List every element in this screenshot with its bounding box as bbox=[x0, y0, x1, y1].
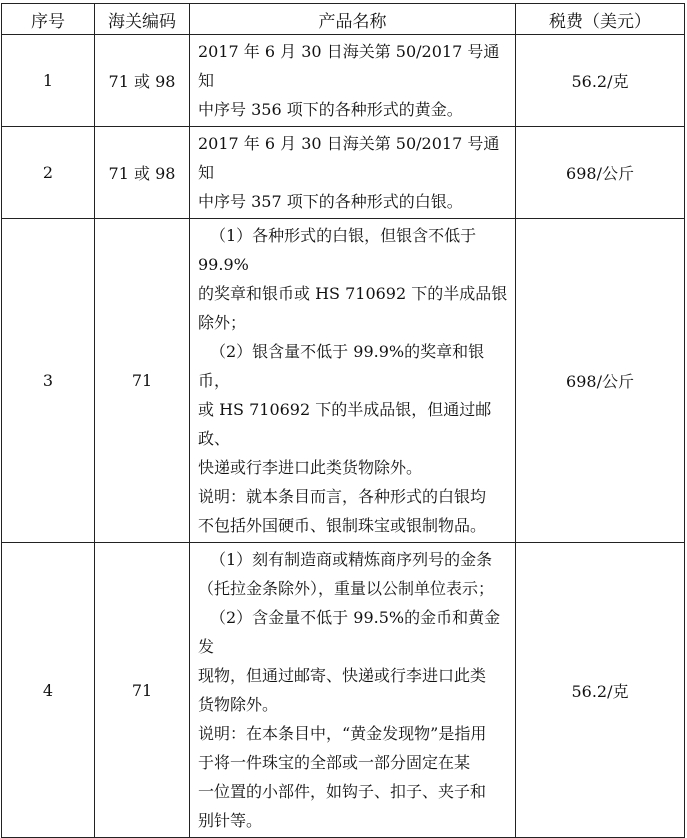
table-row bbox=[2, 219, 685, 543]
cell-customs-code: 71 或 98 bbox=[95, 35, 190, 127]
product-name-line: 或 HS 710692 下的半成品银，但通过邮政、 bbox=[198, 400, 492, 448]
cell-serial-number: 4 bbox=[2, 543, 95, 838]
cell-serial-number: 2 bbox=[2, 127, 95, 219]
table-row bbox=[2, 543, 685, 838]
cell-tax: 698/公斤 bbox=[516, 127, 685, 219]
product-name-line: （托拉金条除外），重量以公制单位表示； bbox=[198, 579, 495, 598]
product-name-line: 2017 年 6 月 30 日海关第 50/2017 号通知 bbox=[198, 134, 500, 182]
table-row bbox=[2, 35, 685, 127]
cell-customs-code: 71 或 98 bbox=[95, 127, 190, 219]
product-name-line: 2017 年 6 月 30 日海关第 50/2017 号通知 bbox=[198, 42, 500, 90]
cell-product-name bbox=[190, 219, 516, 543]
header-serial-number: 序号 bbox=[2, 4, 95, 35]
product-name-line: 说明：在本条目中，“黄金发现物”是指用 bbox=[198, 724, 487, 743]
product-name-line: 快递或行李进口此类货物除外。 bbox=[198, 458, 423, 477]
product-name-line: 于将一件珠宝的全部或一部分固定在某 bbox=[198, 753, 471, 772]
header-customs-code: 海关编码 bbox=[95, 4, 190, 35]
cell-tax: 56.2/克 bbox=[516, 35, 685, 127]
product-name-line: （1）各种形式的白银，但银含不低于 99.9% bbox=[198, 226, 477, 274]
product-name-line: 中序号 357 项下的各种形式的白银。 bbox=[198, 192, 463, 211]
tariff-table bbox=[1, 3, 685, 838]
product-name-line: 货物除外。 bbox=[198, 695, 279, 714]
cell-product-name bbox=[190, 543, 516, 838]
product-name-line: 除外； bbox=[198, 313, 247, 332]
product-name-line: 别针等。 bbox=[198, 811, 263, 830]
cell-product-name bbox=[190, 35, 516, 127]
product-name-line: 现物，但通过邮寄、快递或行李进口此类 bbox=[198, 666, 487, 685]
product-name-line: 不包括外国硬币、银制珠宝或银制物品。 bbox=[198, 516, 487, 535]
table-row bbox=[2, 127, 685, 219]
cell-product-name bbox=[190, 127, 516, 219]
cell-tax: 56.2/克 bbox=[516, 543, 685, 838]
cell-serial-number: 1 bbox=[2, 35, 95, 127]
table-header-row bbox=[2, 4, 685, 35]
product-name-line: 一位置的小部件，如钩子、扣子、夹子和 bbox=[198, 782, 487, 801]
product-name-line: （2）含金量不低于 99.5%的金币和黄金发 bbox=[198, 608, 501, 656]
product-name-line: （1）刻有制造商或精炼商序列号的金条 bbox=[210, 550, 493, 569]
cell-customs-code: 71 bbox=[95, 543, 190, 838]
cell-customs-code: 71 bbox=[95, 219, 190, 543]
product-name-line: 中序号 356 项下的各种形式的黄金。 bbox=[198, 100, 463, 119]
header-tax-usd: 税费（美元） bbox=[516, 4, 685, 35]
header-product-name: 产品名称 bbox=[190, 4, 516, 35]
product-name-line: 的奖章和银币或 HS 710692 下的半成品银 bbox=[198, 284, 508, 303]
cell-serial-number: 3 bbox=[2, 219, 95, 543]
cell-tax: 698/公斤 bbox=[516, 219, 685, 543]
product-name-line: （2）银含量不低于 99.9%的奖章和银币， bbox=[198, 342, 485, 390]
product-name-line: 说明：就本条目而言，各种形式的白银均 bbox=[198, 487, 487, 506]
